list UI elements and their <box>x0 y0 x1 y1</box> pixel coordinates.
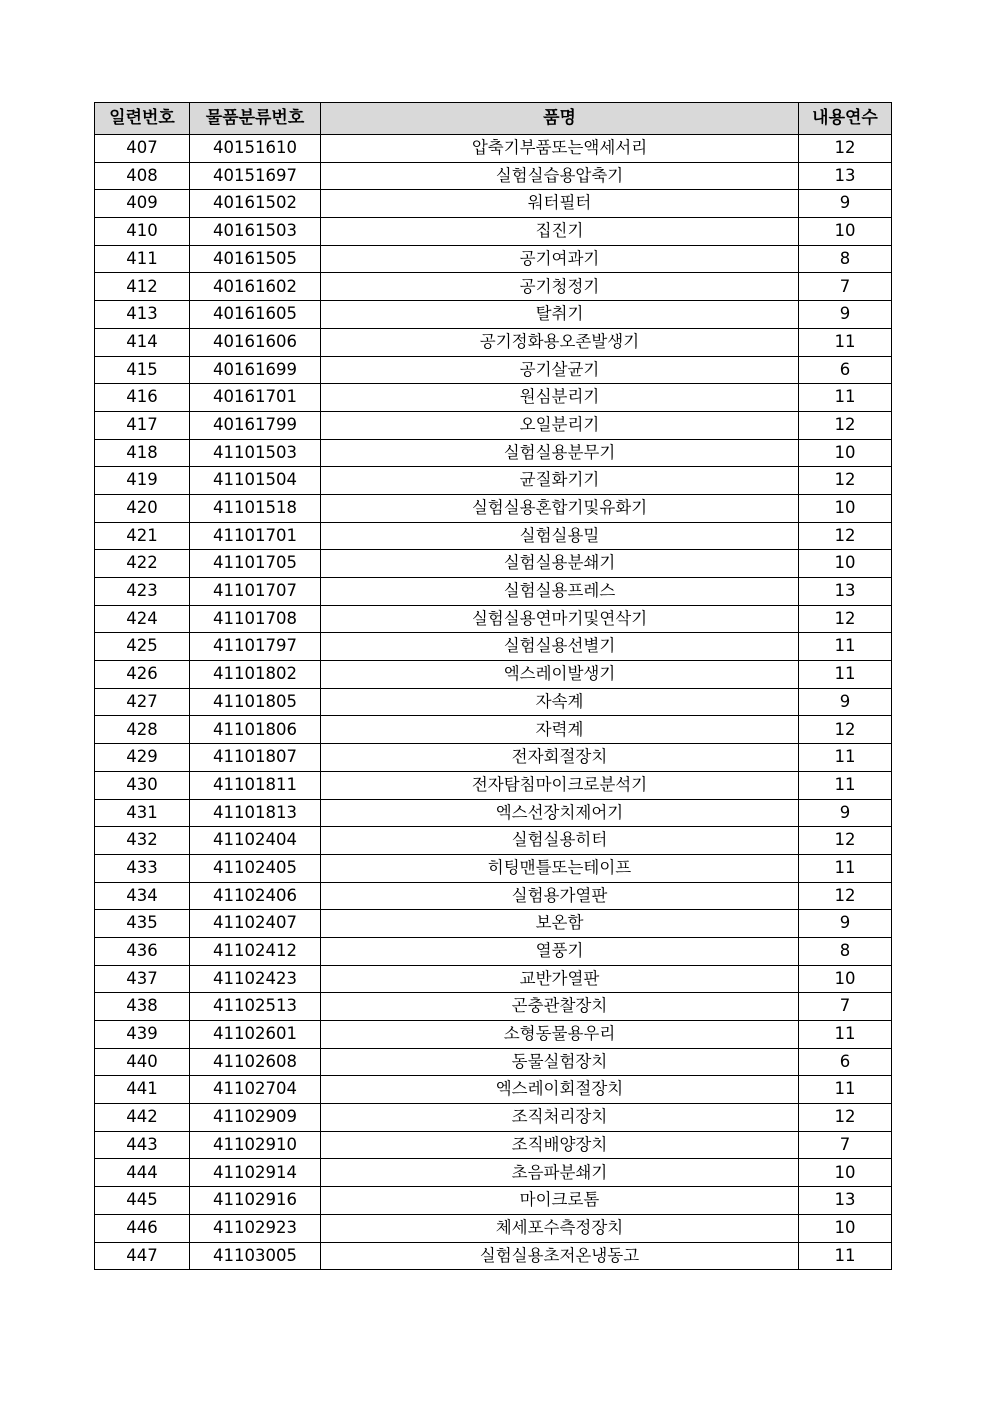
cell-serial-number: 428 <box>95 716 190 744</box>
cell-useful-life: 13 <box>799 162 892 190</box>
cell-useful-life: 8 <box>799 937 892 965</box>
cell-useful-life: 7 <box>799 993 892 1021</box>
table-row <box>95 854 892 882</box>
cell-useful-life: 12 <box>799 522 892 550</box>
cell-item-name: 오일분리기 <box>321 411 799 439</box>
cell-classification-number: 41101707 <box>190 578 321 606</box>
cell-useful-life: 11 <box>799 854 892 882</box>
table-row <box>95 162 892 190</box>
cell-useful-life: 6 <box>799 1048 892 1076</box>
cell-item-name: 실험용가열판 <box>321 882 799 910</box>
cell-useful-life: 11 <box>799 771 892 799</box>
cell-item-name: 공기정화용오존발생기 <box>321 328 799 356</box>
cell-useful-life: 12 <box>799 411 892 439</box>
cell-useful-life: 10 <box>799 494 892 522</box>
cell-classification-number: 40161699 <box>190 356 321 384</box>
cell-classification-number: 40161701 <box>190 384 321 412</box>
cell-serial-number: 423 <box>95 578 190 606</box>
table-row <box>95 799 892 827</box>
cell-classification-number: 41101806 <box>190 716 321 744</box>
cell-useful-life: 11 <box>799 328 892 356</box>
cell-serial-number: 425 <box>95 633 190 661</box>
cell-serial-number: 445 <box>95 1187 190 1215</box>
cell-serial-number: 432 <box>95 827 190 855</box>
cell-useful-life: 9 <box>799 190 892 218</box>
table-row <box>95 328 892 356</box>
cell-serial-number: 441 <box>95 1076 190 1104</box>
table-row <box>95 882 892 910</box>
table-row <box>95 744 892 772</box>
cell-item-name: 마이크로톰 <box>321 1187 799 1215</box>
cell-classification-number: 41101811 <box>190 771 321 799</box>
cell-serial-number: 438 <box>95 993 190 1021</box>
cell-useful-life: 11 <box>799 1076 892 1104</box>
cell-serial-number: 444 <box>95 1159 190 1187</box>
cell-serial-number: 424 <box>95 605 190 633</box>
cell-useful-life: 10 <box>799 550 892 578</box>
cell-useful-life: 9 <box>799 301 892 329</box>
cell-item-name: 실험실용선별기 <box>321 633 799 661</box>
cell-item-name: 원심분리기 <box>321 384 799 412</box>
table-row <box>95 937 892 965</box>
cell-serial-number: 413 <box>95 301 190 329</box>
cell-classification-number: 40161799 <box>190 411 321 439</box>
cell-item-name: 실험실용초저온냉동고 <box>321 1242 799 1270</box>
cell-classification-number: 41102914 <box>190 1159 321 1187</box>
cell-serial-number: 440 <box>95 1048 190 1076</box>
cell-classification-number: 41102412 <box>190 937 321 965</box>
cell-item-name: 실험실용프레스 <box>321 578 799 606</box>
cell-serial-number: 446 <box>95 1214 190 1242</box>
cell-useful-life: 10 <box>799 439 892 467</box>
cell-classification-number: 41102704 <box>190 1076 321 1104</box>
cell-useful-life: 11 <box>799 1242 892 1270</box>
cell-item-name: 보온함 <box>321 910 799 938</box>
cell-serial-number: 439 <box>95 1021 190 1049</box>
table-row <box>95 1159 892 1187</box>
cell-useful-life: 11 <box>799 384 892 412</box>
table-row <box>95 218 892 246</box>
table-row <box>95 716 892 744</box>
table-row <box>95 1214 892 1242</box>
cell-item-name: 탈취기 <box>321 301 799 329</box>
header-item-name: 품명 <box>321 103 799 135</box>
cell-item-name: 동물실험장치 <box>321 1048 799 1076</box>
cell-serial-number: 435 <box>95 910 190 938</box>
cell-serial-number: 417 <box>95 411 190 439</box>
cell-item-name: 실험실용연마기및연삭기 <box>321 605 799 633</box>
cell-classification-number: 41101518 <box>190 494 321 522</box>
cell-item-name: 균질화기기 <box>321 467 799 495</box>
header-row <box>95 103 892 135</box>
cell-item-name: 엑스레이회절장치 <box>321 1076 799 1104</box>
cell-item-name: 공기청정기 <box>321 273 799 301</box>
cell-classification-number: 41102909 <box>190 1104 321 1132</box>
cell-serial-number: 416 <box>95 384 190 412</box>
cell-classification-number: 41101503 <box>190 439 321 467</box>
table-row <box>95 550 892 578</box>
cell-classification-number: 40161606 <box>190 328 321 356</box>
table-body <box>95 135 892 1270</box>
cell-useful-life: 12 <box>799 1104 892 1132</box>
table-row <box>95 688 892 716</box>
cell-item-name: 초음파분쇄기 <box>321 1159 799 1187</box>
table-row <box>95 273 892 301</box>
cell-classification-number: 41101504 <box>190 467 321 495</box>
cell-useful-life: 12 <box>799 135 892 163</box>
table-row <box>95 190 892 218</box>
cell-item-name: 조직처리장치 <box>321 1104 799 1132</box>
cell-classification-number: 41102407 <box>190 910 321 938</box>
table-row <box>95 578 892 606</box>
cell-classification-number: 41102405 <box>190 854 321 882</box>
cell-classification-number: 41101813 <box>190 799 321 827</box>
cell-classification-number: 41101805 <box>190 688 321 716</box>
cell-item-name: 체세포수측정장치 <box>321 1214 799 1242</box>
cell-serial-number: 414 <box>95 328 190 356</box>
item-table <box>94 102 892 1270</box>
table-row <box>95 827 892 855</box>
cell-useful-life: 11 <box>799 744 892 772</box>
cell-classification-number: 41101708 <box>190 605 321 633</box>
cell-item-name: 실험실용밀 <box>321 522 799 550</box>
cell-useful-life: 9 <box>799 688 892 716</box>
cell-useful-life: 10 <box>799 1159 892 1187</box>
table-row <box>95 467 892 495</box>
cell-useful-life: 8 <box>799 245 892 273</box>
cell-item-name: 소형동물용우리 <box>321 1021 799 1049</box>
table-row <box>95 384 892 412</box>
cell-serial-number: 419 <box>95 467 190 495</box>
table-row <box>95 1076 892 1104</box>
cell-classification-number: 40161605 <box>190 301 321 329</box>
table-row <box>95 605 892 633</box>
cell-useful-life: 12 <box>799 716 892 744</box>
cell-useful-life: 12 <box>799 827 892 855</box>
cell-serial-number: 429 <box>95 744 190 772</box>
table-row <box>95 993 892 1021</box>
table-row <box>95 910 892 938</box>
cell-useful-life: 7 <box>799 1131 892 1159</box>
cell-item-name: 조직배양장치 <box>321 1131 799 1159</box>
cell-serial-number: 412 <box>95 273 190 301</box>
cell-useful-life: 10 <box>799 1214 892 1242</box>
cell-useful-life: 12 <box>799 882 892 910</box>
cell-item-name: 열풍기 <box>321 937 799 965</box>
cell-serial-number: 408 <box>95 162 190 190</box>
table-row <box>95 522 892 550</box>
table-row <box>95 245 892 273</box>
cell-classification-number: 41101802 <box>190 661 321 689</box>
table-row <box>95 661 892 689</box>
table-row <box>95 1048 892 1076</box>
cell-serial-number: 436 <box>95 937 190 965</box>
cell-classification-number: 41101807 <box>190 744 321 772</box>
table-row <box>95 1242 892 1270</box>
cell-serial-number: 442 <box>95 1104 190 1132</box>
table-row <box>95 771 892 799</box>
cell-serial-number: 420 <box>95 494 190 522</box>
cell-useful-life: 12 <box>799 605 892 633</box>
cell-item-name: 곤충관찰장치 <box>321 993 799 1021</box>
cell-classification-number: 41102916 <box>190 1187 321 1215</box>
cell-classification-number: 41102513 <box>190 993 321 1021</box>
cell-serial-number: 431 <box>95 799 190 827</box>
cell-item-name: 실험실습용압축기 <box>321 162 799 190</box>
table-row <box>95 965 892 993</box>
table-row <box>95 301 892 329</box>
cell-item-name: 전자회절장치 <box>321 744 799 772</box>
table-row <box>95 1104 892 1132</box>
cell-useful-life: 11 <box>799 633 892 661</box>
cell-useful-life: 10 <box>799 218 892 246</box>
cell-serial-number: 418 <box>95 439 190 467</box>
cell-serial-number: 447 <box>95 1242 190 1270</box>
cell-serial-number: 443 <box>95 1131 190 1159</box>
cell-classification-number: 41102910 <box>190 1131 321 1159</box>
cell-serial-number: 434 <box>95 882 190 910</box>
cell-classification-number: 40161505 <box>190 245 321 273</box>
cell-classification-number: 40161502 <box>190 190 321 218</box>
cell-serial-number: 410 <box>95 218 190 246</box>
cell-item-name: 실험실용히터 <box>321 827 799 855</box>
cell-classification-number: 40151697 <box>190 162 321 190</box>
cell-classification-number: 40161602 <box>190 273 321 301</box>
table-row <box>95 411 892 439</box>
cell-item-name: 자력계 <box>321 716 799 744</box>
cell-serial-number: 422 <box>95 550 190 578</box>
cell-useful-life: 13 <box>799 578 892 606</box>
header-useful-life: 내용연수 <box>799 103 892 135</box>
cell-classification-number: 41102406 <box>190 882 321 910</box>
header-classification-number: 물품분류번호 <box>190 103 321 135</box>
cell-useful-life: 7 <box>799 273 892 301</box>
cell-serial-number: 409 <box>95 190 190 218</box>
cell-serial-number: 433 <box>95 854 190 882</box>
cell-serial-number: 430 <box>95 771 190 799</box>
table-row <box>95 633 892 661</box>
cell-item-name: 엑스레이발생기 <box>321 661 799 689</box>
cell-item-name: 워터필터 <box>321 190 799 218</box>
table-row <box>95 1021 892 1049</box>
cell-serial-number: 427 <box>95 688 190 716</box>
cell-item-name: 공기살균기 <box>321 356 799 384</box>
cell-serial-number: 415 <box>95 356 190 384</box>
table-row <box>95 439 892 467</box>
cell-useful-life: 10 <box>799 965 892 993</box>
cell-serial-number: 426 <box>95 661 190 689</box>
header-serial-number: 일련번호 <box>95 103 190 135</box>
cell-item-name: 교반가열판 <box>321 965 799 993</box>
cell-classification-number: 41101705 <box>190 550 321 578</box>
cell-item-name: 공기여과기 <box>321 245 799 273</box>
cell-serial-number: 421 <box>95 522 190 550</box>
cell-item-name: 실험실용혼합기및유화기 <box>321 494 799 522</box>
cell-item-name: 자속계 <box>321 688 799 716</box>
table-row <box>95 1131 892 1159</box>
cell-classification-number: 41101797 <box>190 633 321 661</box>
cell-classification-number: 41102423 <box>190 965 321 993</box>
cell-classification-number: 41103005 <box>190 1242 321 1270</box>
cell-classification-number: 41102608 <box>190 1048 321 1076</box>
cell-useful-life: 9 <box>799 799 892 827</box>
cell-item-name: 실험실용분쇄기 <box>321 550 799 578</box>
cell-classification-number: 41102404 <box>190 827 321 855</box>
cell-item-name: 엑스선장치제어기 <box>321 799 799 827</box>
table-row <box>95 356 892 384</box>
cell-item-name: 히팅맨틀또는테이프 <box>321 854 799 882</box>
cell-item-name: 실험실용분무기 <box>321 439 799 467</box>
cell-classification-number: 40151610 <box>190 135 321 163</box>
cell-classification-number: 40161503 <box>190 218 321 246</box>
table-row <box>95 1187 892 1215</box>
cell-useful-life: 13 <box>799 1187 892 1215</box>
table-row <box>95 494 892 522</box>
cell-classification-number: 41102923 <box>190 1214 321 1242</box>
cell-classification-number: 41102601 <box>190 1021 321 1049</box>
cell-item-name: 전자탐침마이크로분석기 <box>321 771 799 799</box>
cell-useful-life: 12 <box>799 467 892 495</box>
cell-useful-life: 9 <box>799 910 892 938</box>
cell-classification-number: 41101701 <box>190 522 321 550</box>
cell-serial-number: 407 <box>95 135 190 163</box>
cell-useful-life: 11 <box>799 1021 892 1049</box>
cell-useful-life: 6 <box>799 356 892 384</box>
cell-serial-number: 437 <box>95 965 190 993</box>
table-row <box>95 135 892 163</box>
cell-item-name: 압축기부품또는액세서리 <box>321 135 799 163</box>
cell-serial-number: 411 <box>95 245 190 273</box>
cell-useful-life: 11 <box>799 661 892 689</box>
cell-item-name: 집진기 <box>321 218 799 246</box>
